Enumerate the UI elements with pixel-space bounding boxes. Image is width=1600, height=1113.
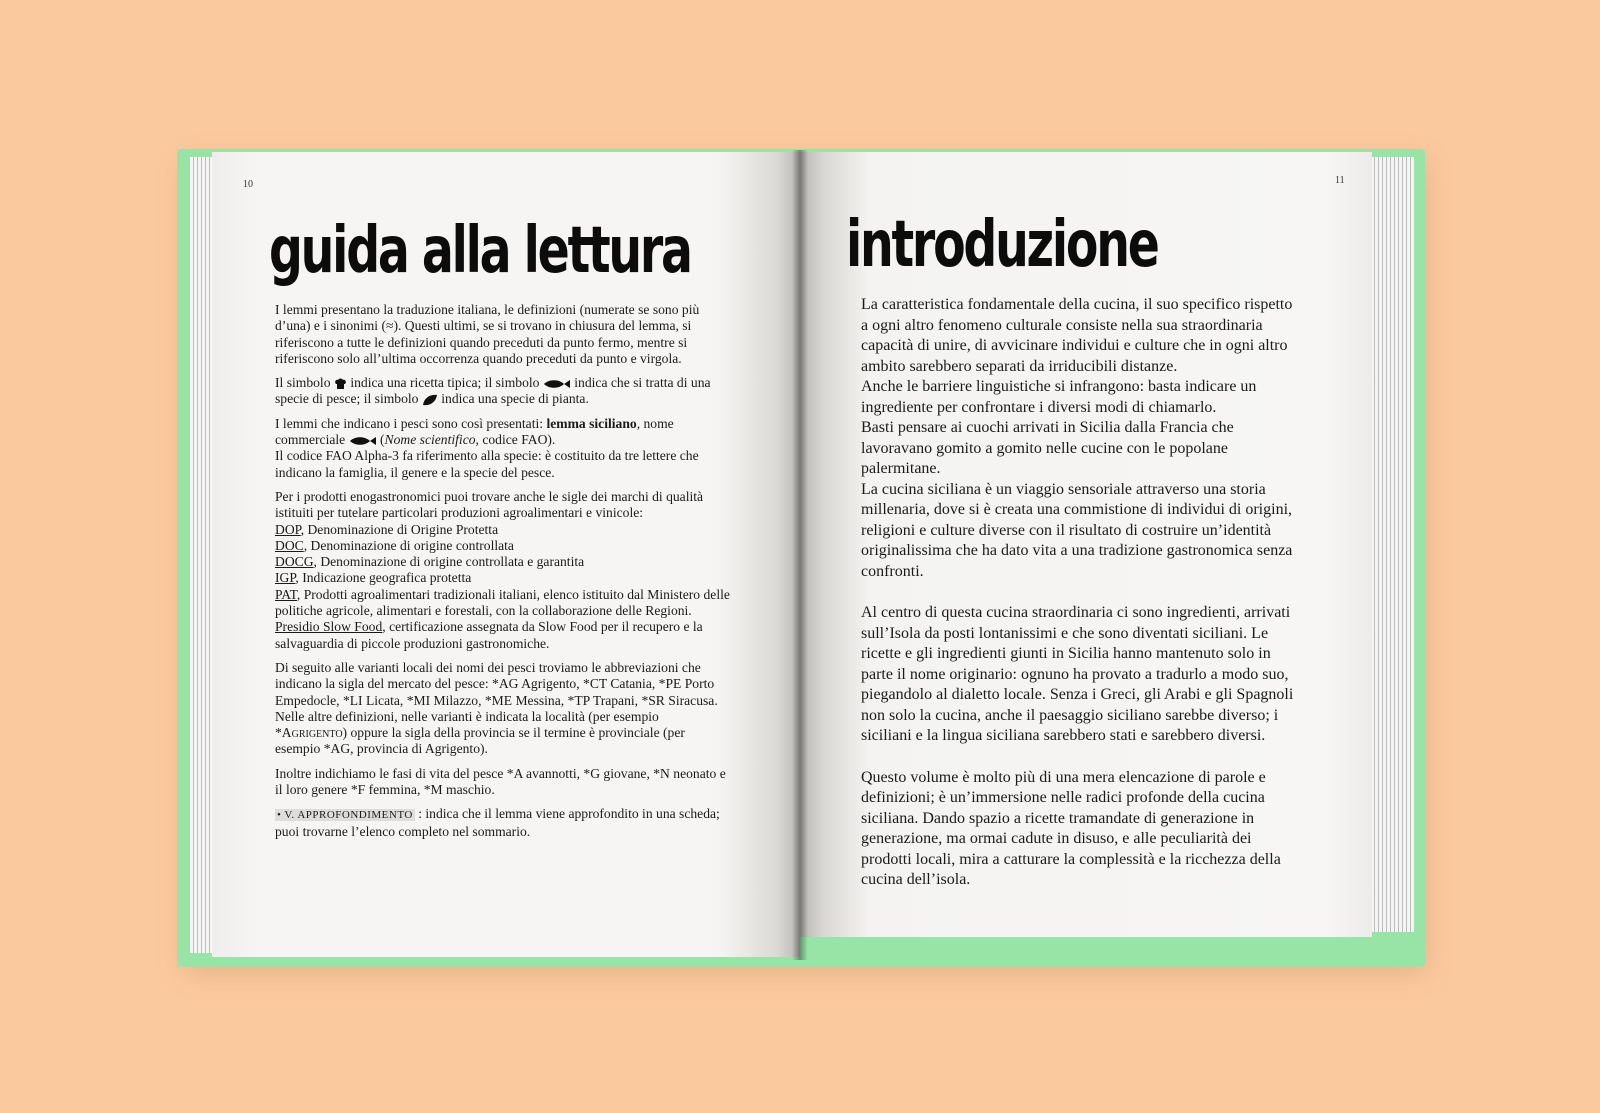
page-stack-right (1370, 157, 1414, 932)
intro-paragraph: Questo volume è molto più di una mera elencazione di parole e definizioni; è un’immersione nelle radici profonde della cucina siciliana. Dando spazio a ricette tramandate di generazione in generazione, ma ormai cadute in disuso, e alle peculiarità dei prodotti locali, mira a catturare la complessità e la ricchezza della cucina dell’isola. (861, 768, 1281, 888)
fish-icon (543, 379, 571, 389)
paragraph-fish-format: I lemmi che indicano i pesci sono così presentati: lemma siciliano, nome commerciale (Nome scientifico, codice FAO). Il codice FAO Alpha-3 fa riferimento alla specie: è costituito da tre lettere che indicano la famiglia, il genere e la specie del pesce. (275, 415, 699, 480)
intro-paragraph: La caratteristica fondamentale della cucina, il suo specifico rispetto a ogni altro fenomeno culturale consiste nella sua straordinaria capacità di unire, di avvicinare individui e culture che in ogni altro ambito sarebbero separati da irriducibili distanze. Anche le barriere linguistiche si infrangono: basta indicare un ingrediente per confrontare i diversi modi di chiamarlo. Basti pensare ai cuochi arrivati in Sicilia dalla Francia che lavoravano gomito a gomito nelle cucine con le popolane palermitane. La cucina siciliana è un viaggio sensoriale attraverso una storia millenaria, dove si è creata una commistione di individui di origini, religioni e culture diverse con il risultato di costruire un’identità originalissima che ha dato vita a una tradizione gastronomica senza confronti. (861, 296, 1293, 580)
intro-paragraph: Al centro di questa cucina straordinaria ci sono ingredienti, arrivati sull’Isola da posti lontanissimi e che sono diventati siciliani. Le ricette e gli ingredienti giunti in Sicilia hanno mantenuto solo in parte il nome originario: ognuno ha provato a tradurlo a modo suo, piegandolo al dialetto locale. Senza i Greci, gli Arabi e gli Spagnoli non solo la cucina, anche il paesaggio siciliano sarebbe diverso; i siciliani e la lingua siciliana sarebbero stati e sarebbero diversi. (861, 604, 1294, 744)
mark-abbr: DOC (275, 537, 304, 553)
mark-abbr: PAT (275, 586, 297, 602)
introduction-body (861, 295, 1303, 912)
paragraph-symbols: Il simbolo indica una ricetta tipica; il simbolo indica che si tratta di una specie di pesce; il simbolo indica una specie di pianta. (275, 375, 711, 407)
book-gutter (792, 150, 808, 960)
paragraph-approfondimento: • V. APPROFONDIMENTO : indica che il lemma viene approfondito in una scheda; puoi trovarne l’elenco completo nel sommario. (275, 806, 720, 839)
fish-icon (349, 436, 377, 446)
approfondimento-tag: • V. APPROFONDIMENTO (277, 809, 413, 822)
paragraph-life-stages: Inoltre indichiamo le fasi di vita del pesce *A avannotti, *G giovane, *N neonato e il loro genere *F femmina, *M maschio. (275, 765, 726, 798)
right-page (800, 152, 1372, 937)
mark-abbr: DOCG (275, 554, 314, 570)
reading-guide-body (275, 302, 730, 848)
left-page (212, 152, 800, 957)
page-title: introduzione (846, 208, 1158, 282)
page-number: 10 (243, 179, 253, 190)
leaf-icon (422, 394, 438, 406)
page-number: 11 (1335, 175, 1345, 186)
mark-abbr: Presidio Slow Food (275, 619, 383, 635)
paragraph-lemmi: I lemmi presentano la traduzione italiana, le definizioni (numerate se sono più d’una) e i sinonimi (≈). Questi ultimi, se si trovano in chiusura del lemma, si riferiscono a tutte le definizioni quando preceduti da punto fermo, mentre si riferiscono solo all’ultima occorrenza quando preceduti da punto e virgola. (275, 302, 700, 366)
paragraph-quality-marks: Per i prodotti enogastronomici puoi trovare anche le sigle dei marchi di qualità istituiti per tutelare particolari produzioni agroalimentari e vinicole: DOP, Denominazione di Origine Protetta DOC, Denominazione di origine controllata DOCG, Denominazione di origine controllata e garantita IGP, Indicazione geografica protetta PAT, Prodotti agroalimentari tradizionali italiani, elenco istituito dal Ministero delle politiche agricole, alimentari e forestali, con la collaborazione delle Regioni. Presidio Slow Food, certificazione assegnata da Slow Food per il recupero e la salvaguardia di piccole produzioni gastronomiche. (275, 488, 730, 651)
mark-abbr: IGP (275, 570, 296, 586)
paragraph-markets: Di seguito alle varianti locali dei nomi dei pesci troviamo le abbreviazioni che indicano la sigla del mercato del pesce: *AG Agrigento, *CT Catania, *PE Porto Empedocle, *LI Licata, *MI Milazzo, *ME Messina, *TP Trapani, *SR Siracusa. Nelle altre definizioni, nelle varianti è indicata la località (per esempio *Agrigento) oppure la sigla della provincia se il termine è provinciale (per esempio *AG, provincia di Agrigento). (275, 659, 718, 757)
mark-abbr: DOP (275, 521, 301, 537)
page-title: guida alla lettura (269, 214, 691, 288)
chef-hat-icon (334, 378, 347, 390)
